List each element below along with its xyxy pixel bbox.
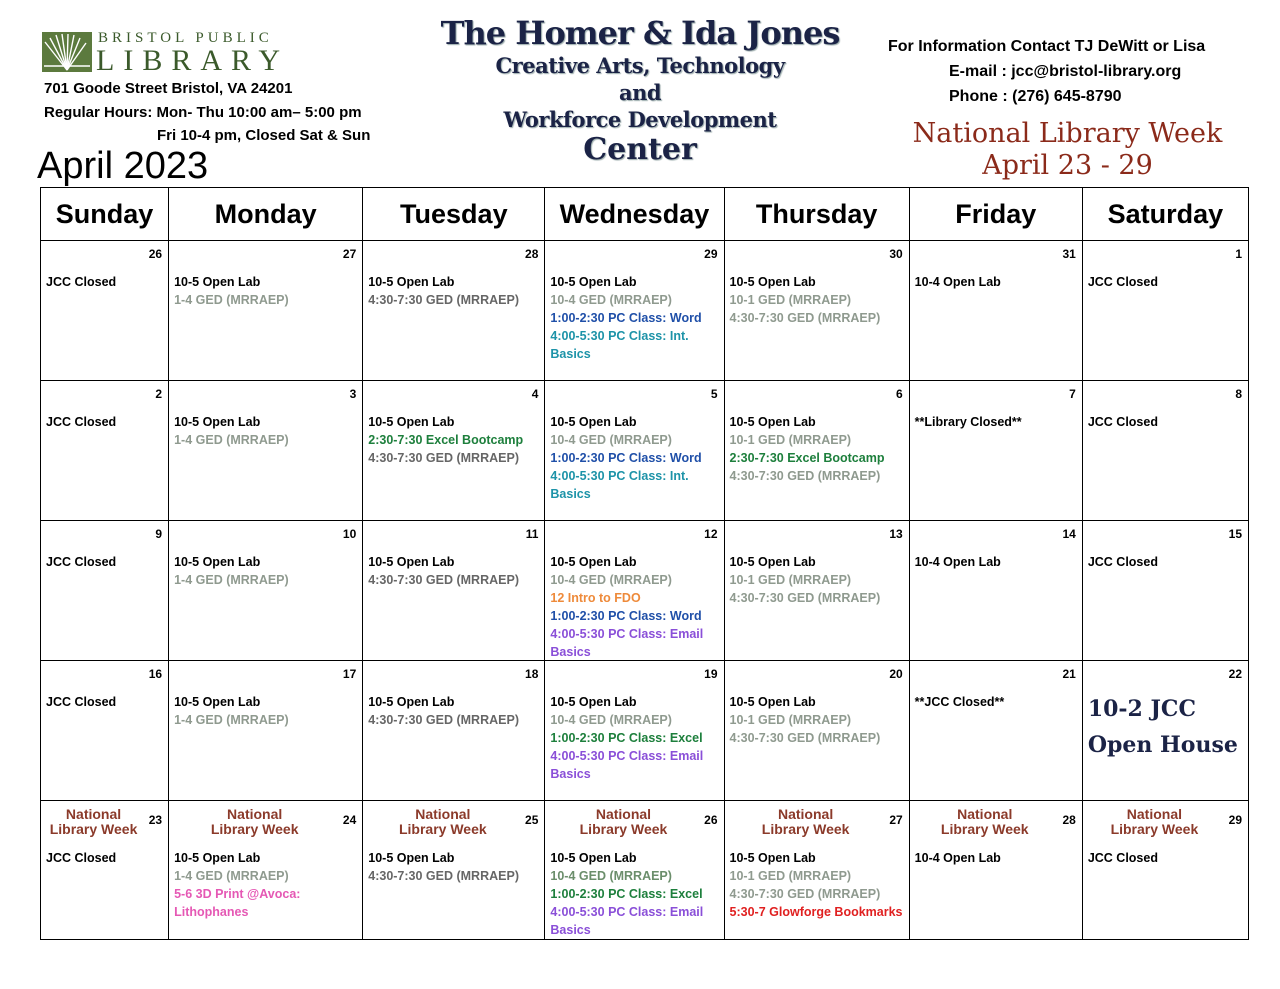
contact-phone: Phone : (276) 645-8790 [949,88,1122,105]
badge-line: National [957,806,1013,822]
event-list [550,413,719,503]
calendar-week-row [41,521,1249,661]
national-library-week-badge [1083,807,1226,837]
logo-text-top: BRISTOL PUBLIC [98,30,273,46]
event-list [1088,553,1244,571]
calendar-event: 10-4 Open Lab [914,275,1001,289]
weekday-header: Thursday [724,188,909,241]
calendar-event: 10-5 Open Lab [368,695,455,709]
open-house-line: 10-2 JCC [1087,696,1196,722]
national-library-week-badge [910,807,1060,837]
day-number: 24 [342,813,357,827]
day-number: 8 [1235,387,1242,401]
calendar-event: 4:00-5:30 PC Class: Email Basics [550,749,704,781]
calendar-event: 10-5 Open Lab [368,415,455,429]
event-list [550,849,719,939]
calendar-event: 5-6 3D Print @Avoca: Lithophanes [174,887,301,919]
calendar-event: JCC Closed [46,275,117,289]
weekday-header: Monday [169,188,363,241]
event-list [915,273,1078,291]
event-list [46,413,164,431]
calendar-grid [40,187,1249,940]
calendar-event: 4:30-7:30 GED (MRRAEP) [729,731,881,745]
calendar-day-cell [1082,521,1248,661]
calendar-day-cell [724,241,909,381]
calendar-event: 4:30-7:30 GED (MRRAEP) [368,713,519,727]
day-number: 7 [1069,387,1076,401]
day-number: 28 [525,247,539,261]
calendar-event: 10-1 GED (MRRAEP) [729,573,852,587]
calendar-event: 1:00-2:30 PC Class: Word [550,609,702,623]
calendar-event: JCC Closed [46,555,117,569]
national-library-week-title: National Library Week [912,118,1223,149]
day-number: 18 [525,667,539,681]
month-title: April 2023 [37,145,209,187]
calendar-week-row [41,381,1249,521]
calendar-event: 1:00-2:30 PC Class: Word [550,451,702,465]
event-list [46,553,164,571]
calendar-event: 1-4 GED (MRRAEP) [174,869,289,883]
day-number: 27 [889,813,903,827]
calendar-event: 10-5 Open Lab [174,415,261,429]
calendar-event: JCC Closed [46,851,117,865]
calendar-event: 10-4 GED (MRRAEP) [550,713,672,727]
day-number: 28 [1062,813,1076,827]
calendar-event: 4:30-7:30 GED (MRRAEP) [729,887,881,901]
calendar-event: 10-1 GED (MRRAEP) [729,433,852,447]
open-house-event [1088,691,1238,763]
national-library-week-badge [41,807,146,837]
badge-line: Library Week [49,821,138,837]
national-library-week-badge [725,807,887,837]
day-number: 29 [704,247,718,261]
event-list [915,849,1078,867]
calendar-event: 10-5 Open Lab [550,555,637,569]
calendar-day-cell [909,661,1082,801]
calendar-event: 10-5 Open Lab [550,415,637,429]
event-list [1088,273,1244,291]
event-list [550,553,719,661]
calendar-event: 4:30-7:30 GED (MRRAEP) [368,451,519,465]
calendar-day-cell [41,381,169,521]
calendar-event: JCC Closed [1087,851,1158,865]
event-list [730,273,905,327]
day-number: 27 [342,247,357,261]
calendar-event: 10-4 GED (MRRAEP) [550,869,672,883]
calendar-event: 10-5 Open Lab [174,851,261,865]
book-rays-icon [42,32,92,72]
calendar-day-cell [724,801,909,940]
calendar-day-cell [169,241,363,381]
event-list [46,273,164,291]
calendar-event: 10-5 Open Lab [729,275,816,289]
day-number: 5 [710,387,718,401]
calendar-event: 1:00-2:30 PC Class: Word [550,311,702,325]
calendar-event: JCC Closed [1087,415,1158,429]
day-number: 22 [1228,667,1242,681]
event-list [550,273,719,363]
calendar-event: 10-5 Open Lab [729,695,816,709]
center-title-line: Center [583,132,697,167]
center-title-line: Creative Arts, Technology [495,53,785,78]
library-logo [42,30,322,78]
contact-info: For Information Contact TJ DeWitt or Lisa [888,38,1206,55]
calendar-event: 1:00-2:30 PC Class: Excel [550,887,703,901]
day-number: 3 [349,387,357,401]
day-number: 14 [1062,527,1076,541]
national-library-week-badge [545,807,701,837]
event-list [46,849,164,867]
calendar-event: 2:30-7:30 Excel Bootcamp [368,433,524,447]
day-number: 11 [525,527,539,541]
day-number: 17 [342,667,357,681]
calendar-day-cell [169,801,363,940]
national-library-week-badge [363,807,522,837]
open-house-line: Open House [1087,732,1238,758]
national-library-week-dates: April 23 - 29 [982,150,1153,181]
day-number: 1 [1235,247,1242,261]
calendar-event: 10-4 GED (MRRAEP) [550,293,672,307]
weekday-header-row [41,188,1249,241]
calendar-event: 10-5 Open Lab [729,415,816,429]
calendar-day-cell [169,521,363,661]
calendar-event: 4:00-5:30 PC Class: Int. Basics [550,329,689,361]
calendar-event: 10-4 GED (MRRAEP) [550,573,672,587]
calendar-event: 10-5 Open Lab [729,555,816,569]
day-number: 2 [155,387,163,401]
calendar-event: 10-1 GED (MRRAEP) [729,869,852,883]
calendar-event: 10-5 Open Lab [368,555,455,569]
event-list [368,553,540,589]
event-list [915,413,1078,431]
event-list [174,849,358,921]
calendar-event: 10-4 Open Lab [914,851,1001,865]
calendar-day-cell [545,521,724,661]
badge-line: National [1126,806,1183,822]
calendar-event: 1-4 GED (MRRAEP) [174,293,289,307]
calendar-event: 10-4 GED (MRRAEP) [550,433,672,447]
event-list [1088,413,1244,431]
calendar-day-cell [41,661,169,801]
calendar-event: 4:00-5:30 PC Class: Email Basics [550,627,704,659]
calendar-day-cell [363,801,545,940]
day-number: 26 [704,813,718,827]
calendar-event: 10-5 Open Lab [729,851,816,865]
calendar-day-cell [41,521,169,661]
calendar-day-cell [545,241,724,381]
calendar-event: 10-5 Open Lab [368,851,455,865]
calendar-event: 10-5 Open Lab [174,555,261,569]
day-number: 19 [704,667,718,681]
calendar-event: 4:30-7:30 GED (MRRAEP) [729,469,881,483]
event-list [915,693,1078,711]
day-number: 10 [342,527,357,541]
day-number: 9 [155,527,163,541]
badge-line: Library Week [1110,821,1199,837]
friday-hours: Fri 10-4 pm, Closed Sat & Sun [157,127,371,144]
calendar-event: 4:30-7:30 GED (MRRAEP) [729,591,881,605]
day-number: 15 [1228,527,1242,541]
event-list [368,693,540,729]
center-title-line: The Homer & Ida Jones [440,14,840,52]
calendar-day-cell [363,241,545,381]
calendar-day-cell [1082,661,1248,801]
day-number: 30 [889,247,903,261]
calendar-event: 4:00-5:30 PC Class: Int. Basics [550,469,689,501]
weekday-header: Friday [909,188,1082,241]
calendar-event: 12 Intro to FDO [550,591,641,605]
calendar-day-cell [545,661,724,801]
calendar-event: 1:00-2:30 PC Class: Excel [550,731,703,745]
calendar-event: 2:30-7:30 Excel Bootcamp [729,451,885,465]
center-title [440,14,840,167]
weekday-header: Wednesday [545,188,724,241]
weekday-header: Saturday [1082,188,1248,241]
calendar-event: 4:30-7:30 GED (MRRAEP) [368,293,519,307]
calendar-week-row [41,241,1249,381]
calendar-event: JCC Closed [1087,275,1158,289]
day-number: 21 [1062,667,1076,681]
event-list [730,413,905,485]
calendar-event: 5:30-7 Glowforge Bookmarks [729,905,903,919]
calendar-day-cell [41,801,169,940]
calendar-event: JCC Closed [1087,555,1158,569]
calendar-event: 10-5 Open Lab [550,851,637,865]
calendar-event: 10-4 Open Lab [914,555,1001,569]
event-list [46,693,164,711]
calendar-day-cell [724,521,909,661]
calendar-event: 1-4 GED (MRRAEP) [174,433,289,447]
day-number: 6 [895,387,903,401]
event-list [915,553,1078,571]
calendar-event: 10-5 Open Lab [174,275,261,289]
event-list [1088,849,1244,867]
weekday-header: Tuesday [363,188,545,241]
day-number: 23 [148,813,163,827]
event-list [368,273,540,309]
badge-line: Library Week [940,821,1029,837]
logo-text-main: LIBRARY [96,44,290,77]
calendar-day-cell [724,381,909,521]
event-list [174,413,358,449]
calendar-week-row [41,661,1249,801]
calendar-day-cell [545,381,724,521]
calendar-event: 1-4 GED (MRRAEP) [174,713,289,727]
library-address: 701 Goode Street Bristol, VA 24201 [44,80,293,97]
day-number: 26 [148,247,163,261]
day-number: 16 [148,667,163,681]
event-list [550,693,719,783]
badge-line: National [777,806,834,822]
badge-line: National [65,806,122,822]
badge-line: Library Week [398,821,487,837]
day-number: 29 [1228,813,1242,827]
calendar-event: 10-5 Open Lab [550,695,637,709]
badge-line: Library Week [579,821,668,837]
calendar-day-cell [545,801,724,940]
center-title-line: Workforce Development [503,107,777,132]
calendar-event: 4:00-5:30 PC Class: Email Basics [550,905,704,937]
event-list [730,849,905,921]
day-number: 13 [889,527,903,541]
calendar-event: 4:30-7:30 GED (MRRAEP) [729,311,881,325]
calendar-day-cell [909,801,1082,940]
calendar-event: 10-5 Open Lab [550,275,637,289]
day-number: 31 [1062,247,1076,261]
event-list [730,553,905,607]
badge-line: Library Week [210,821,299,837]
day-number: 25 [525,813,539,827]
calendar-day-cell [1082,381,1248,521]
event-list [174,693,358,729]
calendar-event: 10-5 Open Lab [174,695,261,709]
calendar-event: 4:30-7:30 GED (MRRAEP) [368,869,519,883]
badge-line: National [227,806,283,822]
day-number: 12 [704,527,718,541]
calendar-event: 4:30-7:30 GED (MRRAEP) [368,573,519,587]
calendar-event: JCC Closed [46,695,117,709]
weekday-header: Sunday [41,188,169,241]
calendar-event: JCC Closed [46,415,117,429]
calendar-event: **JCC Closed** [914,695,1005,709]
calendar-day-cell [363,661,545,801]
calendar-day-cell [909,241,1082,381]
event-list [730,693,905,747]
calendar-event: 10-5 Open Lab [368,275,455,289]
contact-email: E-mail : jcc@bristol-library.org [949,63,1182,80]
calendar-day-cell [363,381,545,521]
calendar-event: 10-1 GED (MRRAEP) [729,713,852,727]
event-list [174,273,358,309]
calendar-event: **Library Closed** [914,415,1022,429]
calendar-event: 1-4 GED (MRRAEP) [174,573,289,587]
calendar-day-cell [909,521,1082,661]
calendar-day-cell [724,661,909,801]
calendar-day-cell [1082,241,1248,381]
calendar-week-row [41,801,1249,940]
event-list [174,553,358,589]
calendar-day-cell [1082,801,1248,940]
calendar-day-cell [41,241,169,381]
event-list [368,849,540,885]
badge-line: National [415,806,471,822]
badge-line: National [595,806,652,822]
center-title-line: and [618,80,662,105]
calendar-day-cell [909,381,1082,521]
event-list [368,413,540,467]
day-number: 20 [889,667,903,681]
calendar-day-cell [169,661,363,801]
regular-hours: Regular Hours: Mon- Thu 10:00 am– 5:00 pm [44,104,362,121]
national-library-week-badge [169,807,340,837]
calendar-event: 10-1 GED (MRRAEP) [729,293,852,307]
badge-line: Library Week [761,821,850,837]
calendar-day-cell [363,521,545,661]
day-number: 4 [531,387,539,401]
calendar-day-cell [169,381,363,521]
